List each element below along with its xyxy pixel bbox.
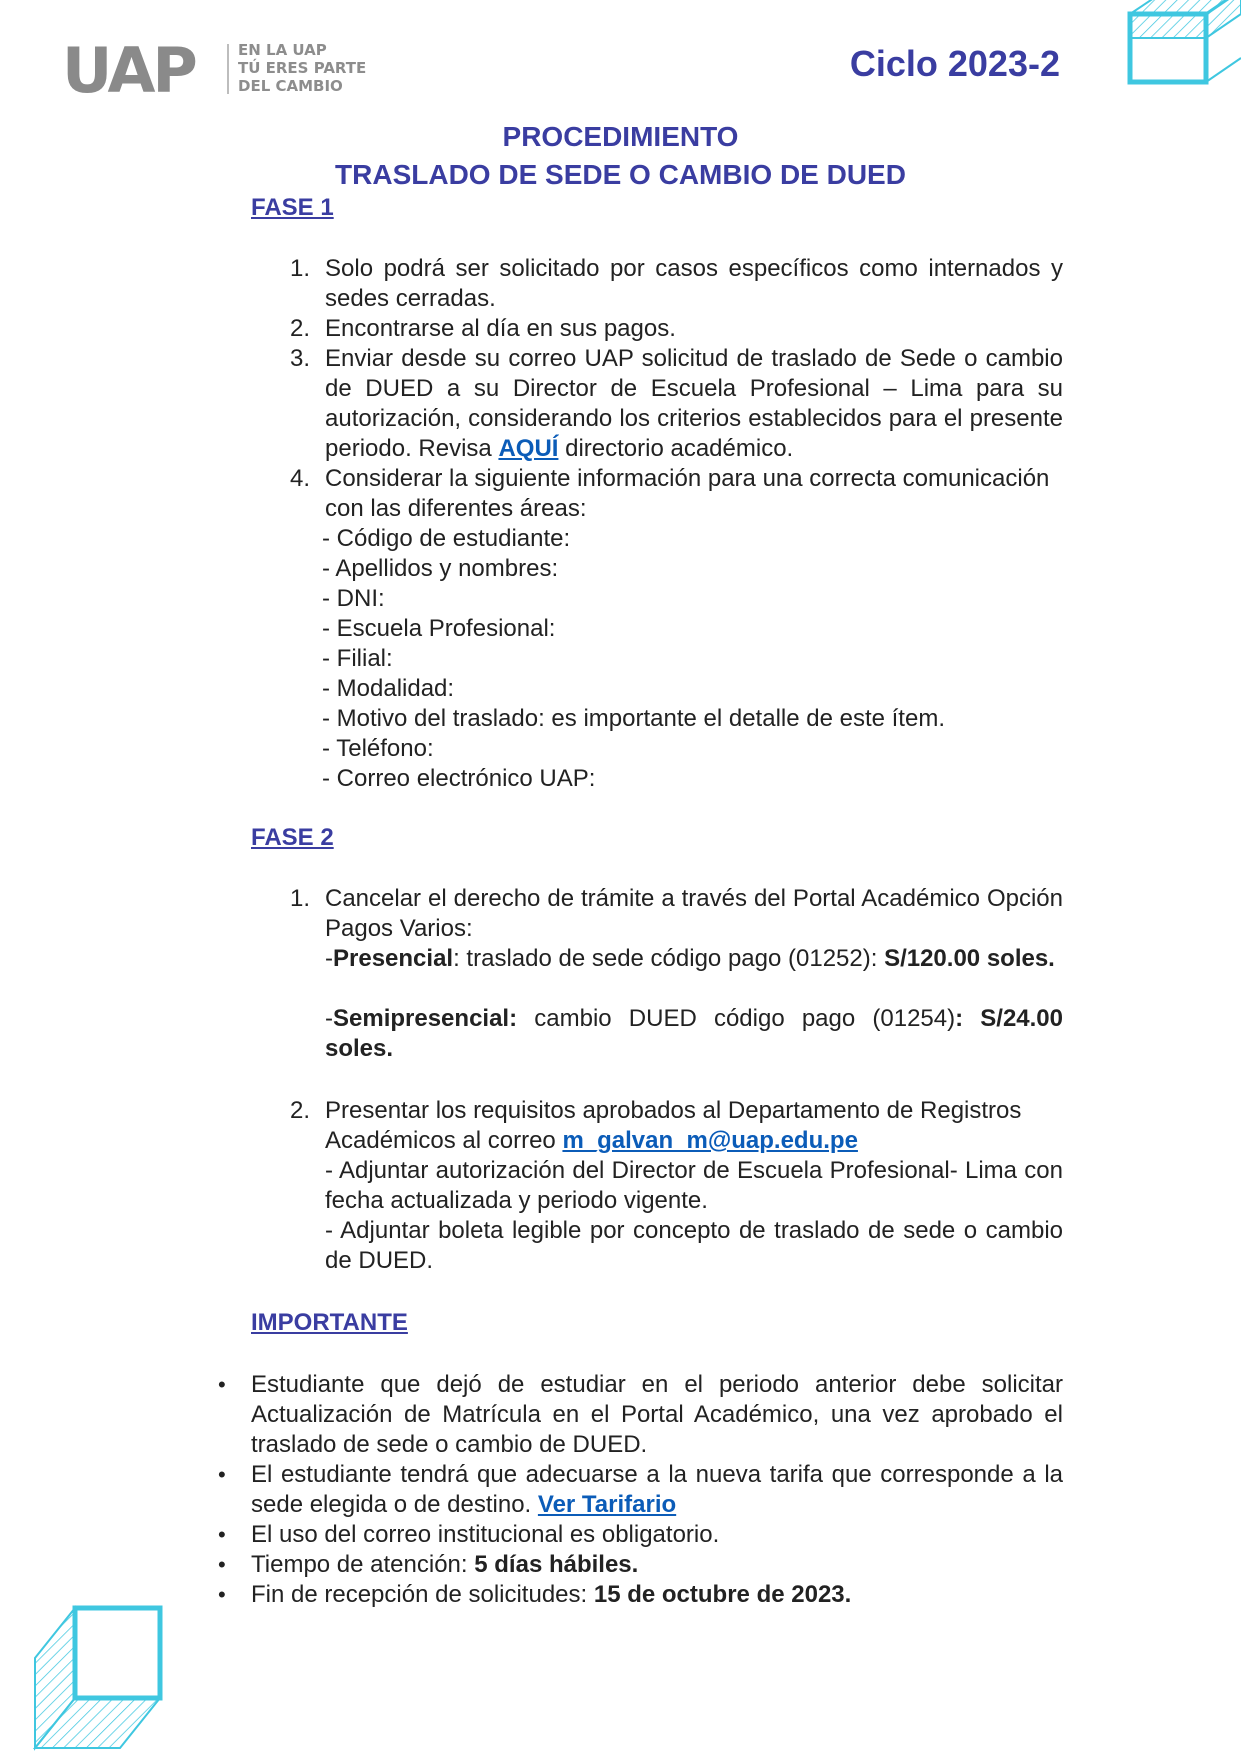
list-number: 1. [289,885,310,912]
bullet-icon: • [218,1462,226,1487]
dash: - [325,945,333,972]
bullet-icon: • [218,1522,226,1547]
fase2-item-2 [325,1096,1063,1156]
cube-decoration-bottom [30,1600,170,1755]
presencial-amount: S/120.00 soles. [884,945,1055,972]
field-line: - Motivo del traslado: es importante el detalle de este ítem. [322,705,945,732]
importante-item-5-text: Fin de recepción de solicitudes: [251,1581,594,1608]
fase1-heading: FASE 1 [251,194,334,221]
list-number: 2. [289,315,310,342]
fase2-sub-1: - Adjuntar autorización del Director de Escuela Profesional- Lima con fecha actualizada y periodo vigente. [325,1157,1063,1214]
logo-mark: UAP [62,34,195,107]
cube-decoration-top [1120,0,1241,90]
fase1-item-2: Encontrarse al día en sus pagos. [325,315,676,342]
importante-item-2 [251,1460,1063,1520]
fase2-sub-2: - Adjuntar boleta legible por concepto de traslado de sede o cambio de DUED. [325,1217,1063,1274]
aqui-link[interactable]: AQUÍ [498,435,559,462]
importante-heading: IMPORTANTE [251,1309,408,1336]
field-line: - Filial: [322,645,393,672]
importante-item-2-text: El estudiante tendrá que adecuarse a la nueva tarifa que corresponde a la sede elegida o de destino. [251,1461,1063,1518]
dash: - [325,1005,333,1032]
logo-divider [227,44,229,94]
fase1-item-3-text-after: directorio académico. [558,435,794,462]
importante-item-3: El uso del correo institucional es obligatorio. [251,1521,720,1548]
field-line: - Modalidad: [322,675,455,702]
list-number: 4. [289,465,310,492]
attention-time: 5 días hábiles. [474,1551,639,1578]
list-number: 3. [289,345,310,372]
list-number: 2. [289,1097,310,1124]
importante-item-4 [251,1550,1063,1580]
presencial-label: Presencial [333,945,454,972]
bullet-icon: • [218,1582,226,1607]
tarifario-link[interactable]: Ver Tarifario [537,1491,677,1518]
list-number: 1. [289,255,310,282]
logo-tagline [238,41,408,95]
importante-item-1: Estudiante que dejó de estudiar en el periodo anterior debe solicitar Actualización de Matrícula en el Portal Académico, una vez aprobado el traslado de sede o cambio de DUED. [251,1371,1063,1458]
presencial-text: : traslado de sede código pago (01252): [453,945,885,972]
fase2-item-1: Cancelar el derecho de trámite a través del Portal Académico Opción Pagos Varios: [325,885,1063,942]
fase1-item-3-text: Enviar desde su correo UAP solicitud de traslado de Sede o cambio de DUED a su Director de Escuela Profesional – Lima para su autorización, considerando los criterios establecidos para el presente periodo. Revisa [325,345,1063,462]
importante-item-4-text: Tiempo de atención: [251,1551,475,1578]
fase1-item-3 [325,344,1063,464]
field-line: - DNI: [322,585,385,612]
logo-tagline-line: DEL CAMBIO [238,77,343,95]
field-line: - Código de estudiante: [322,525,571,552]
fase2-item-2-text: Presentar los requisitos aprobados al Departamento de Registros Académicos al correo [325,1097,1022,1154]
fase1-item-1: Solo podrá ser solicitado por casos específicos como internados y sedes cerradas. [325,255,1063,312]
presencial-fee [325,944,1063,974]
semipresencial-label: Semipresencial: [333,1005,518,1032]
uap-logo [62,36,382,106]
field-line: - Teléfono: [322,735,434,762]
bullet-icon: • [218,1372,226,1397]
field-line: - Correo electrónico UAP: [322,765,596,792]
fase2-heading: FASE 2 [251,824,334,851]
bullet-icon: • [218,1552,226,1577]
semipresencial-fee [325,1004,1063,1064]
fase1-item-4: Considerar la siguiente información para una correcta comunicación con las diferentes áreas: [325,465,1050,522]
cycle-label: Ciclo 2023-2 [849,43,1060,84]
semipresencial-amount: : S/24.00 soles. [325,1005,1063,1062]
document-title: PROCEDIMIENTO [502,121,739,152]
field-line: - Escuela Profesional: [322,615,556,642]
deadline-date: 15 de octubre de 2023. [593,1581,852,1608]
document-subtitle: TRASLADO DE SEDE O CAMBIO DE DUED [335,159,906,190]
field-line: - Apellidos y nombres: [322,555,559,582]
email-link[interactable]: m_galvan_m@uap.edu.pe [562,1127,858,1154]
logo-tagline-line: TÚ ERES PARTE [238,59,367,77]
semipresencial-text: cambio DUED código pago (01254) [517,1005,956,1032]
importante-item-5 [251,1580,1063,1610]
logo-tagline-line: EN LA UAP [238,41,327,59]
